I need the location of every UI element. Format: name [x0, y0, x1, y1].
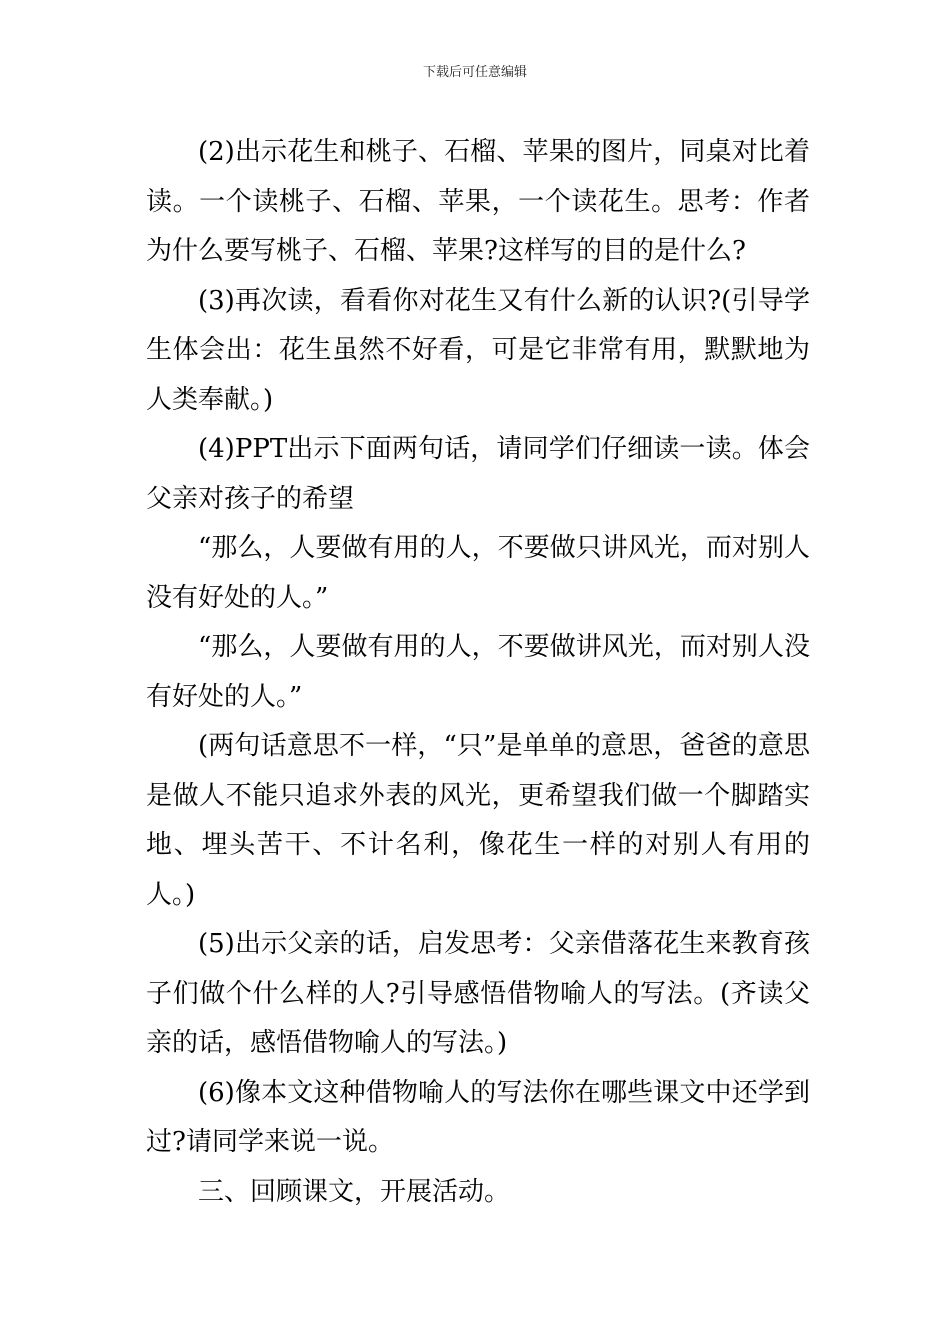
paragraph-step-4: (4)PPT出示下面两句话，请同学们仔细读一读。体会父亲对孩子的希望: [146, 434, 810, 514]
paragraph-step-3: (3)再次读，看看你对花生又有什么新的认识?(引导学生体会出：花生虽然不好看，可是它非常有用，默默地为人类奉献。): [146, 285, 810, 415]
quote-sentence-1: “那么，人要做有用的人，不要做只讲风光，而对别人没有好处的人。”: [146, 533, 810, 613]
paragraph-step-2: (2)出示花生和桃子、石榴、苹果的图片，同桌对比着读。一个读桃子、石榴、苹果，一个读花生。思考：作者为什么要写桃子、石榴、苹果?这样写的目的是什么?: [146, 137, 810, 266]
paragraph-explanation: (两句话意思不一样，“只”是单单的意思，爸爸的意思是做人不能只追求外表的风光，更希望我们做一个脚踏实地、埋头苦干、不计名利，像花生一样的对别人有用的人。): [146, 731, 810, 910]
section-heading-3: 三、回顾课文，开展活动。: [198, 1176, 511, 1207]
quote-sentence-2: “那么，人要做有用的人，不要做讲风光，而对别人没有好处的人。”: [146, 632, 810, 712]
paragraph-step-6: (6)像本文这种借物喻人的写法你在哪些课文中还学到过?请同学来说一说。: [146, 1077, 810, 1157]
document-body: [146, 128, 810, 1217]
paragraph-step-5: (5)出示父亲的话，启发思考：父亲借落花生来教育孩子们做个什么样的人?引导感悟借物喻人的写法。(齐读父亲的话，感悟借物喻人的写法。): [146, 929, 810, 1058]
page-header: 下载后可任意编辑: [422, 65, 527, 80]
